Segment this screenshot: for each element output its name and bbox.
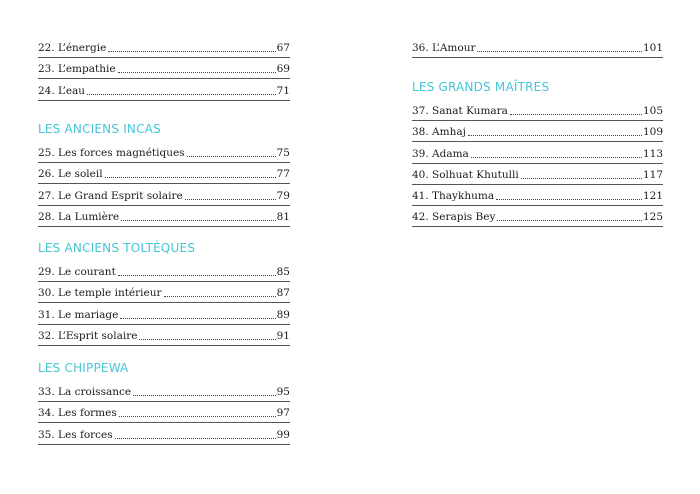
toc-entry-title: 30. Le temple intérieur [38,287,162,300]
toc-entry[interactable] [38,282,290,303]
toc-entry-page-number: 87 [276,287,290,300]
dot-leader [87,94,276,95]
toc-entry[interactable] [38,142,290,163]
toc-entry-title: 22. L’énergie [38,42,107,55]
toc-section-incas [38,121,290,227]
dot-leader [133,395,276,396]
toc-entry-page-number: 77 [276,168,290,181]
toc-entry-title: 27. Le Grand Esprit solaire [38,189,183,202]
toc-entry-title: 24. L’eau [38,84,86,97]
toc-entry-title: 28. La Lumière [38,210,120,223]
toc-entry-title: 39. Adama [412,147,469,160]
toc-entry-page-number: 113 [642,147,663,160]
toc-entry-title: 26. Le soleil [38,168,103,181]
toc-entry-page-number: 71 [276,84,290,97]
toc-entry[interactable] [38,402,290,423]
toc-entry[interactable] [412,164,663,185]
toc-entry[interactable] [412,206,663,227]
toc-entry[interactable] [38,303,290,324]
toc-entry[interactable] [38,163,290,184]
dot-leader [164,296,276,297]
toc-entry-page-number: 85 [276,266,290,279]
toc-entry-title: 38. Amhaj [412,126,466,139]
dot-leader [521,178,642,179]
dot-leader [121,220,276,221]
toc-entry[interactable] [38,58,290,79]
dot-leader [187,156,276,157]
toc-entry-title: 40. Solhuat Khutulli [412,168,519,181]
dot-leader [118,275,276,276]
dot-leader [185,199,276,200]
dot-leader [139,339,275,340]
toc-entry-title: 35. Les forces [38,428,113,441]
toc-entry[interactable] [38,381,290,402]
toc-entry-title: 34. Les formes [38,407,117,420]
toc-entry-title: 42. Serapis Bey [412,211,496,224]
section-heading: LES ANCIENS TOLTÈQUES [38,241,196,255]
dot-leader [496,199,642,200]
toc-entry-page-number: 101 [642,42,663,55]
toc-entry[interactable] [38,37,290,58]
toc-entry-page-number: 121 [642,189,663,202]
dot-leader [477,51,641,52]
toc-section-chippewa [38,360,290,445]
toc-entry[interactable] [412,142,663,163]
toc-entry-page-number: 109 [642,126,663,139]
toc-entry[interactable] [412,100,663,121]
toc-section-intro-right [412,37,663,58]
toc-section-intro-left [38,37,290,101]
toc-entry-page-number: 75 [276,147,290,160]
toc-entry-title: 25. Les forces magnétiques [38,147,185,160]
toc-entry-title: 23. L’empathie [38,63,116,76]
dot-leader [471,157,642,158]
toc-section-tolteques [38,240,290,346]
toc-entry[interactable] [38,206,290,227]
toc-entry-page-number: 117 [642,168,663,181]
dot-leader [468,135,642,136]
toc-entry-title: 33. La croissance [38,386,132,399]
section-heading: LES GRANDS MAÎTRES [412,80,550,94]
toc-entry[interactable] [412,37,663,58]
toc-entry-page-number: 97 [276,407,290,420]
toc-entry-title: 36. L’Amour [412,42,476,55]
toc-entry[interactable] [412,185,663,206]
toc-entry-title: 29. Le courant [38,266,116,279]
section-heading: LES CHIPPEWA [38,361,129,375]
dot-leader [497,220,642,221]
toc-entry-title: 37. Sanat Kumara [412,105,508,118]
toc-entry-page-number: 69 [276,63,290,76]
dot-leader [510,114,642,115]
toc-entry-title: 31. Le mariage [38,308,119,321]
toc-section-grands-maitres [412,79,663,227]
dot-leader [108,51,275,52]
dot-leader [105,177,276,178]
toc-entry-page-number: 105 [642,105,663,118]
toc-entry-page-number: 99 [276,428,290,441]
dot-leader [119,416,276,417]
dot-leader [115,438,276,439]
toc-entry-title: 32. L’Esprit solaire [38,329,138,342]
toc-entry-page-number: 81 [276,210,290,223]
toc-entry[interactable] [38,184,290,205]
toc-entry-page-number: 67 [276,42,290,55]
toc-entry-page-number: 89 [276,308,290,321]
dot-leader [118,72,276,73]
toc-entry-page-number: 95 [276,386,290,399]
toc-entry-page-number: 79 [276,189,290,202]
dot-leader [120,318,275,319]
toc-entry-page-number: 125 [642,211,663,224]
toc-entry[interactable] [38,79,290,100]
toc-entry[interactable] [412,121,663,142]
toc-entry-page-number: 91 [276,329,290,342]
section-heading: LES ANCIENS INCAS [38,122,161,136]
toc-entry-title: 41. Thaykhuma [412,189,495,202]
toc-entry[interactable] [38,261,290,282]
toc-entry[interactable] [38,325,290,346]
toc-entry[interactable] [38,423,290,444]
